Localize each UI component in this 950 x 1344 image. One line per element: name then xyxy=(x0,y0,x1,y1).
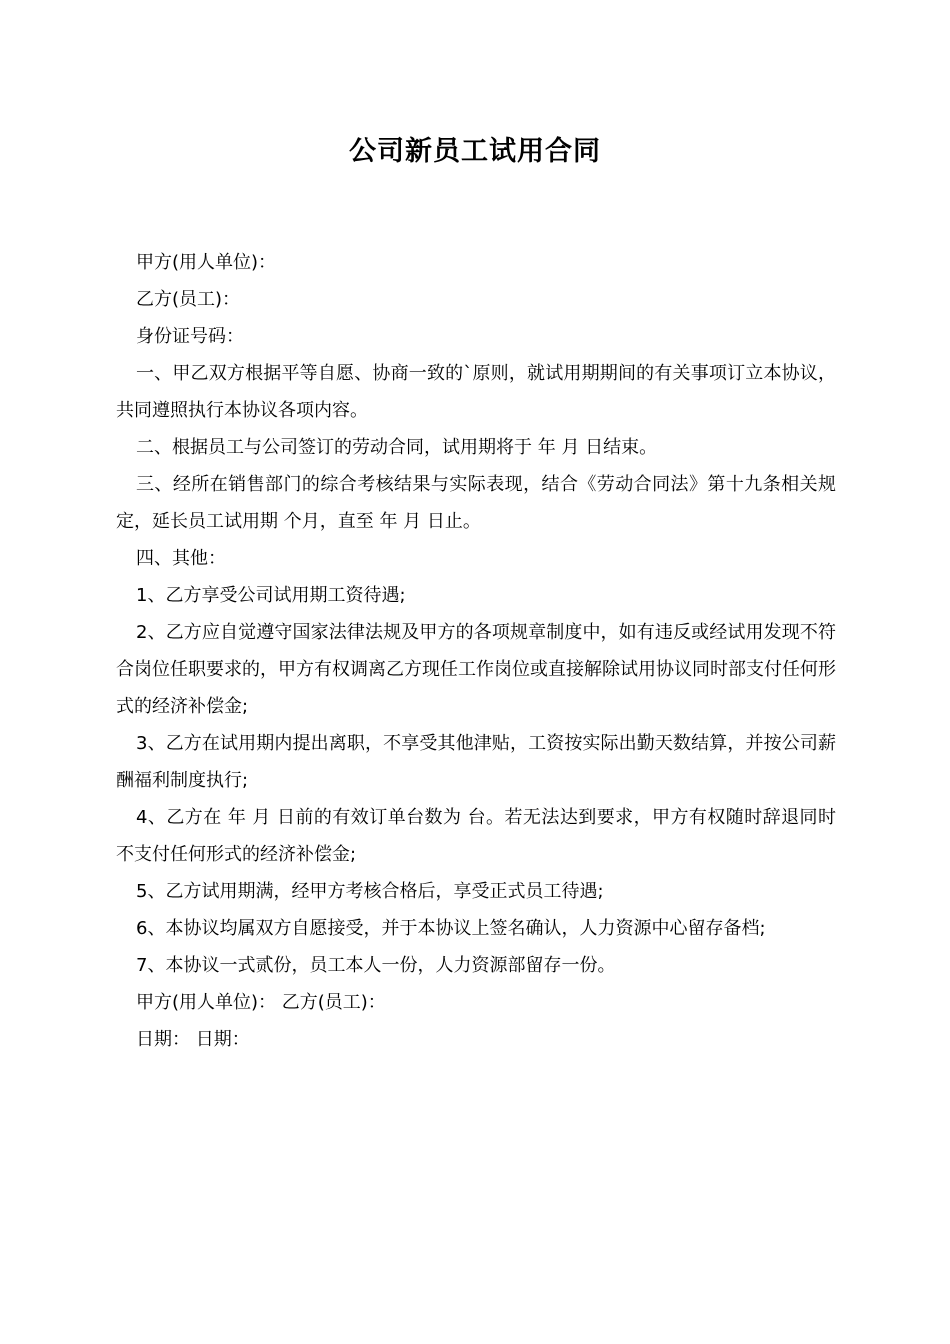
sub-clause-2: 2、乙方应自觉遵守国家法律法规及甲方的各项规章制度中，如有违反或经试用发现不符合岗位任职要求的，甲方有权调离乙方现任工作岗位或直接解除试用协议同时部支付任何形式的经济补偿金; xyxy=(116,622,836,717)
sub-clause-1: 1、乙方享受公司试用期工资待遇; xyxy=(136,585,406,606)
sub-clause-6: 6、本协议均属双方自愿接受，并于本协议上签名确认，人力资源中心留存备档; xyxy=(136,918,766,939)
signature-dates-line: 日期： 日期： xyxy=(136,1029,250,1050)
clause-4-heading: 四、其他： xyxy=(136,548,226,569)
id-number-line: 身份证号码： xyxy=(136,326,244,347)
clause-3: 三、经所在销售部门的综合考核结果与实际表现，结合《劳动合同法》第十九条相关规定，延长员工试用期 个月，直至 年 月 日止。 xyxy=(116,474,836,532)
document-body xyxy=(116,244,836,1058)
clause-2: 二、根据员工与公司签订的劳动合同，试用期将于 年 月 日结束。 xyxy=(136,437,658,458)
signature-parties-line: 甲方(用人单位)： 乙方(员工)： xyxy=(136,992,386,1013)
sub-clause-3: 3、乙方在试用期内提出离职，不享受其他津贴，工资按实际出勤天数结算，并按公司薪酬福利制度执行; xyxy=(116,733,836,791)
party-b-line: 乙方(员工)： xyxy=(136,289,241,310)
document-title: 公司新员工试用合同 xyxy=(349,136,601,167)
party-a-line: 甲方(用人单位)： xyxy=(136,252,277,273)
sub-clause-7: 7、本协议一式贰份，员工本人一份，人力资源部留存一份。 xyxy=(136,955,616,976)
clause-1: 一、甲乙双方根据平等自愿、协商一致的`原则，就试用期期间的有关事项订立本协议，共同遵照执行本协议各项内容。 xyxy=(116,363,836,421)
sub-clause-4: 4、乙方在 年 月 日前的有效订单台数为 台。若无法达到要求，甲方有权随时辞退同时不支付任何形式的经济补偿金; xyxy=(116,807,836,865)
sub-clause-5: 5、乙方试用期满，经甲方考核合格后，享受正式员工待遇; xyxy=(136,881,604,902)
